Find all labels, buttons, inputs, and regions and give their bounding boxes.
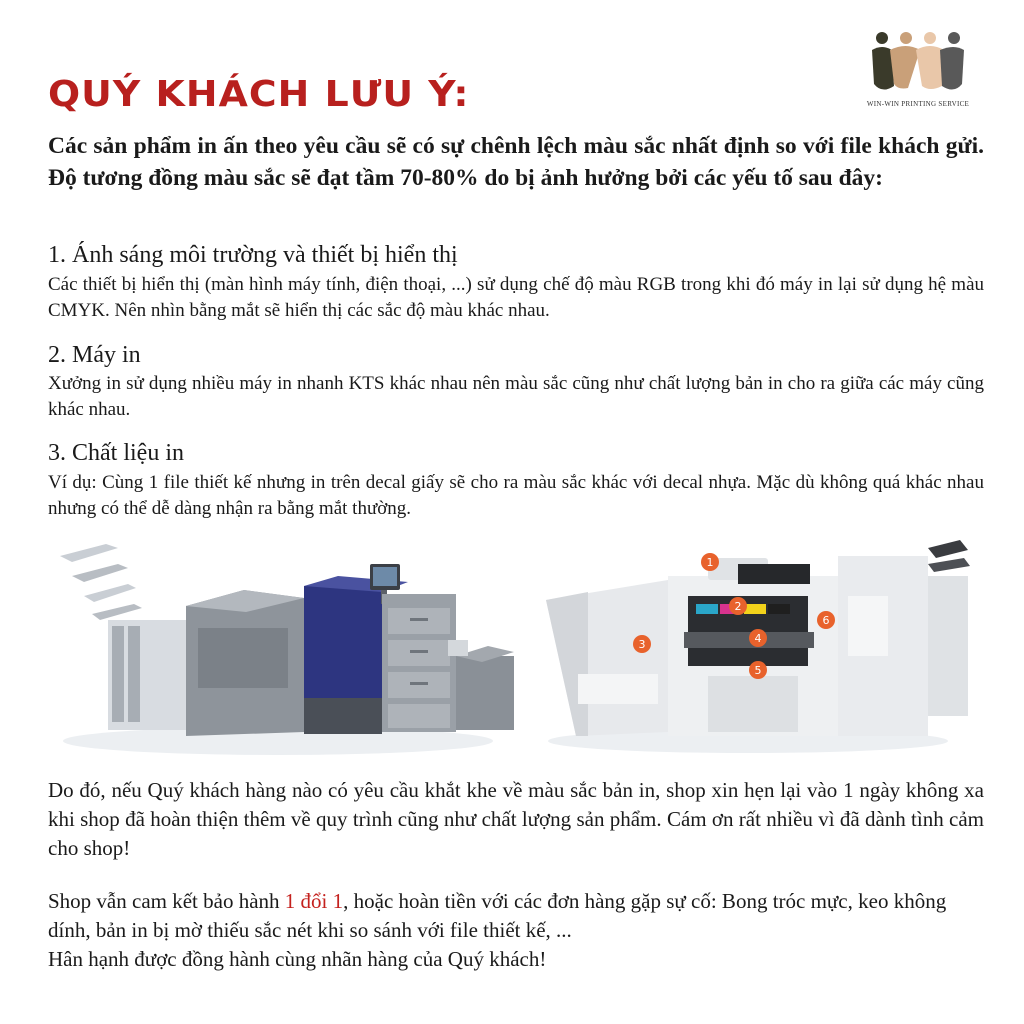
callout-1: 1 <box>706 556 714 569</box>
callout-6: 6 <box>822 614 830 627</box>
warranty-paragraph <box>48 887 984 974</box>
callout-4: 4 <box>754 632 762 645</box>
warranty-rest: , hoặc hoàn tiền với các đơn hàng gặp sự cố: Bong tróc mực, keo không dính, bản in bị mờ thiếu sắc nét khi so sánh với file thiết kế, ... <box>48 889 947 942</box>
callout-3: 3 <box>638 638 646 651</box>
brand-logo <box>862 28 974 120</box>
printer-cutaway-diagram-icon <box>546 540 970 753</box>
section-3-heading: 3. Chất liệu in <box>48 440 184 466</box>
intro-paragraph: Các sản phẩm in ấn theo yêu cầu sẽ có sự chênh lệch màu sắc nhất định so với file khách gửi. Độ tương đồng màu sắc sẽ đạt tầm 70-80% do bị ảnh hưởng bởi các yếu tố sau đây: <box>48 133 984 191</box>
section-1-heading: 1. Ánh sáng môi trường và thiết bị hiển thị <box>48 242 458 268</box>
logo-text: WIN-WIN PRINTING SERVICE <box>866 100 970 108</box>
closing-line: Hân hạnh được đồng hành cùng nhãn hàng của Quý khách! <box>48 947 547 971</box>
page-title: QUÝ KHÁCH LƯU Ý: <box>48 74 470 115</box>
callout-2: 2 <box>734 600 742 613</box>
section-3-body: Ví dụ: Cùng 1 file thiết kế nhưng in trên decal giấy sẽ cho ra màu sắc khác với decal nhựa. Mặc dù không quá khác nhau nhưng có thể dễ dàng nhận ra bằng mắt thường. <box>48 472 984 519</box>
digital-press-printer-icon <box>60 544 514 755</box>
section-1-body: Các thiết bị hiển thị (màn hình máy tính, điện thoại, ...) sử dụng chế độ màu RGB trong khi đó máy in lại sử dụng hệ màu CMYK. Nên nhìn bằng mắt sẽ hiển thị các sắc độ màu khác nhau. <box>48 274 984 321</box>
warranty-highlight: 1 đổi 1 <box>284 889 344 913</box>
outro-paragraph: Do đó, nếu Quý khách hàng nào có yêu cầu khắt khe về màu sắc bản in, shop xin hẹn lại vào 1 ngày không xa khi shop đã hoàn thiện thêm về quy trình cũng như chất lượng sản phẩm. Cám ơn rất nhiều vì đã dành tình cảm cho shop! <box>48 778 984 860</box>
warranty-line <box>48 887 984 945</box>
callout-5: 5 <box>754 664 762 677</box>
printer-illustration <box>48 536 984 768</box>
section-2-body: Xưởng in sử dụng nhiều máy in nhanh KTS khác nhau nên màu sắc cũng như chất lượng bản in cho ra giữa các máy cũng khác nhau. <box>48 373 984 420</box>
section-2-heading: 2. Máy in <box>48 342 141 368</box>
win-win-people-logo-icon <box>868 28 968 98</box>
warranty-prefix: Shop vẫn cam kết bảo hành <box>48 889 285 913</box>
